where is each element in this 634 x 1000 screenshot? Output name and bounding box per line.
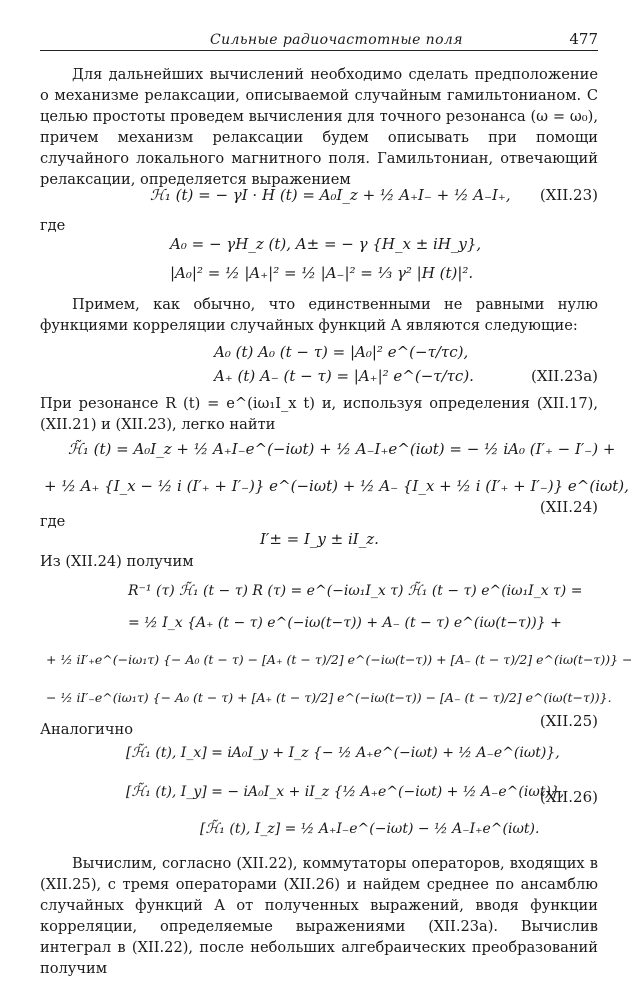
running-title: Сильные радиочастотные поля bbox=[210, 32, 463, 48]
equation-label-xii-24: (XII.24) bbox=[539, 498, 598, 516]
equation-xii-25-line2: = ½ I_x {A₊ (t − τ) e^(−iω(t−τ)) + A₋ (t − τ) e^(iω(t−τ))} + bbox=[128, 615, 562, 631]
equation-xii-26-line1: [ℋ̃₁ (t), I_x] = iA₀I_y + I_z {− ½ A₊e^(−iωt) + ½ A₋e^(iωt)}, bbox=[126, 745, 560, 761]
page-header bbox=[40, 28, 598, 51]
equation-correlation-a0: A₀ (t) A₀ (t − τ) = |A₀|² e^(−τ/τc), bbox=[214, 343, 469, 361]
equation-correlation-apm: A₊ (t) A₋ (t − τ) = |A₊|² e^(−τ/τc). bbox=[214, 367, 474, 385]
equation-label-xii-26: (XII.26) bbox=[539, 788, 598, 806]
equation-xii-25-line4: − ½ iI′₋e^(iω₁τ) {− A₀ (t − τ) + [A₊ (t − τ)/2] e^(−iω(t−τ)) − [A₋ (t − τ)/2] e^(iω(t−τ))}. bbox=[46, 690, 612, 705]
word-similarly: Аналогично bbox=[40, 721, 134, 738]
equation-xii-25-line1: R⁻¹ (τ) ℋ̃₁ (t − τ) R (τ) = e^(−iω₁I_x τ) ℋ̃₁ (t − τ) e^(iω₁I_x τ) = bbox=[128, 583, 583, 599]
phrase-from-xii-24: Из (XII.24) получим bbox=[40, 553, 194, 570]
paragraph-commutators: Вычислим, согласно (XII.22), коммутаторы операторов, входящих в (XII.25), с тремя операторами (XII.26) и найдем среднее по ансамблю случайных функций A от полученных выражений, вводя функции корреляции, определяемые выражениями (XII.23a). Вычислив интеграл в (XII.22), после небольших алгебраических преобразований получим bbox=[40, 855, 598, 977]
paragraph-correlation-functions: Примем, как обычно, что единственными не равными нулю функциями корреляции случайных функций A являются следующие: bbox=[40, 296, 598, 334]
equation-xii-26-line2: [ℋ̃₁ (t), I_y] = − iA₀I_x + iI_z {½ A₊e^(−iωt) + ½ A₋e^(iωt)}, bbox=[126, 784, 565, 800]
equation-xii-26-line3: [ℋ̃₁ (t), I_z] = ½ A₊I₋e^(−iωt) − ½ A₋I₊e^(iωt). bbox=[200, 821, 540, 837]
word-where-2: где bbox=[40, 513, 66, 530]
word-where: где bbox=[40, 217, 66, 234]
equation-label-xii-23: (XII.23) bbox=[539, 186, 598, 204]
equation-i-prime: I′± = I_y ± iI_z. bbox=[260, 530, 379, 548]
page-number: 477 bbox=[569, 30, 598, 48]
equation-label-xii-25: (XII.25) bbox=[539, 712, 598, 730]
equation-xii-25-line3: + ½ iI′₊e^(−iω₁τ) {− A₀ (t − τ) − [A₊ (t − τ)/2] e^(−iω(t−τ)) + [A₋ (t − τ)/2] e^(iω(t−τ))} − bbox=[46, 652, 633, 667]
equation-label-xii-23a: (XII.23a) bbox=[530, 367, 598, 385]
equation-xii-23: ℋ₁ (t) = − γI · H (t) = A₀I_z + ½ A₊I₋ + ½ A₋I₊, bbox=[150, 186, 511, 204]
paragraph-relaxation-assumption: Для дальнейших вычислений необходимо сделать предположение о механизме релаксации, описываемой случайным гамильтонианом. С целью простоты проведем вычисления для точного резонанса (ω = ω₀), причем механизм релаксации будем описывать при помощи случайного локального магнитного поля. Гамильтониан, отвечающий релаксации, определяется выражением bbox=[40, 66, 598, 188]
equation-a-squared: |A₀|² = ½ |A₊|² = ½ |A₋|² = ⅓ γ² |H (t)|². bbox=[170, 264, 474, 282]
paragraph-resonance: При резонансе R (t) = e^(iω₁I_x t) и, используя определения (XII.17), (XII.21) и (XII.23), легко найти bbox=[40, 395, 598, 433]
equation-xii-24-line1: ℋ̃₁ (t) = A₀I_z + ½ A₊I₋e^(−iωt) + ½ A₋I₊e^(iωt) = − ½ iA₀ (I′₊ − I′₋) + bbox=[68, 440, 616, 458]
equation-a-components: A₀ = − γH_z (t), A± = − γ {H_x ± iH_y}, bbox=[170, 235, 482, 253]
equation-xii-24-line2: + ½ A₊ {I_x − ½ i (I′₊ + I′₋)} e^(−iωt) + ½ A₋ {I_x + ½ i (I′₊ + I′₋)} e^(iωt), bbox=[44, 477, 629, 495]
